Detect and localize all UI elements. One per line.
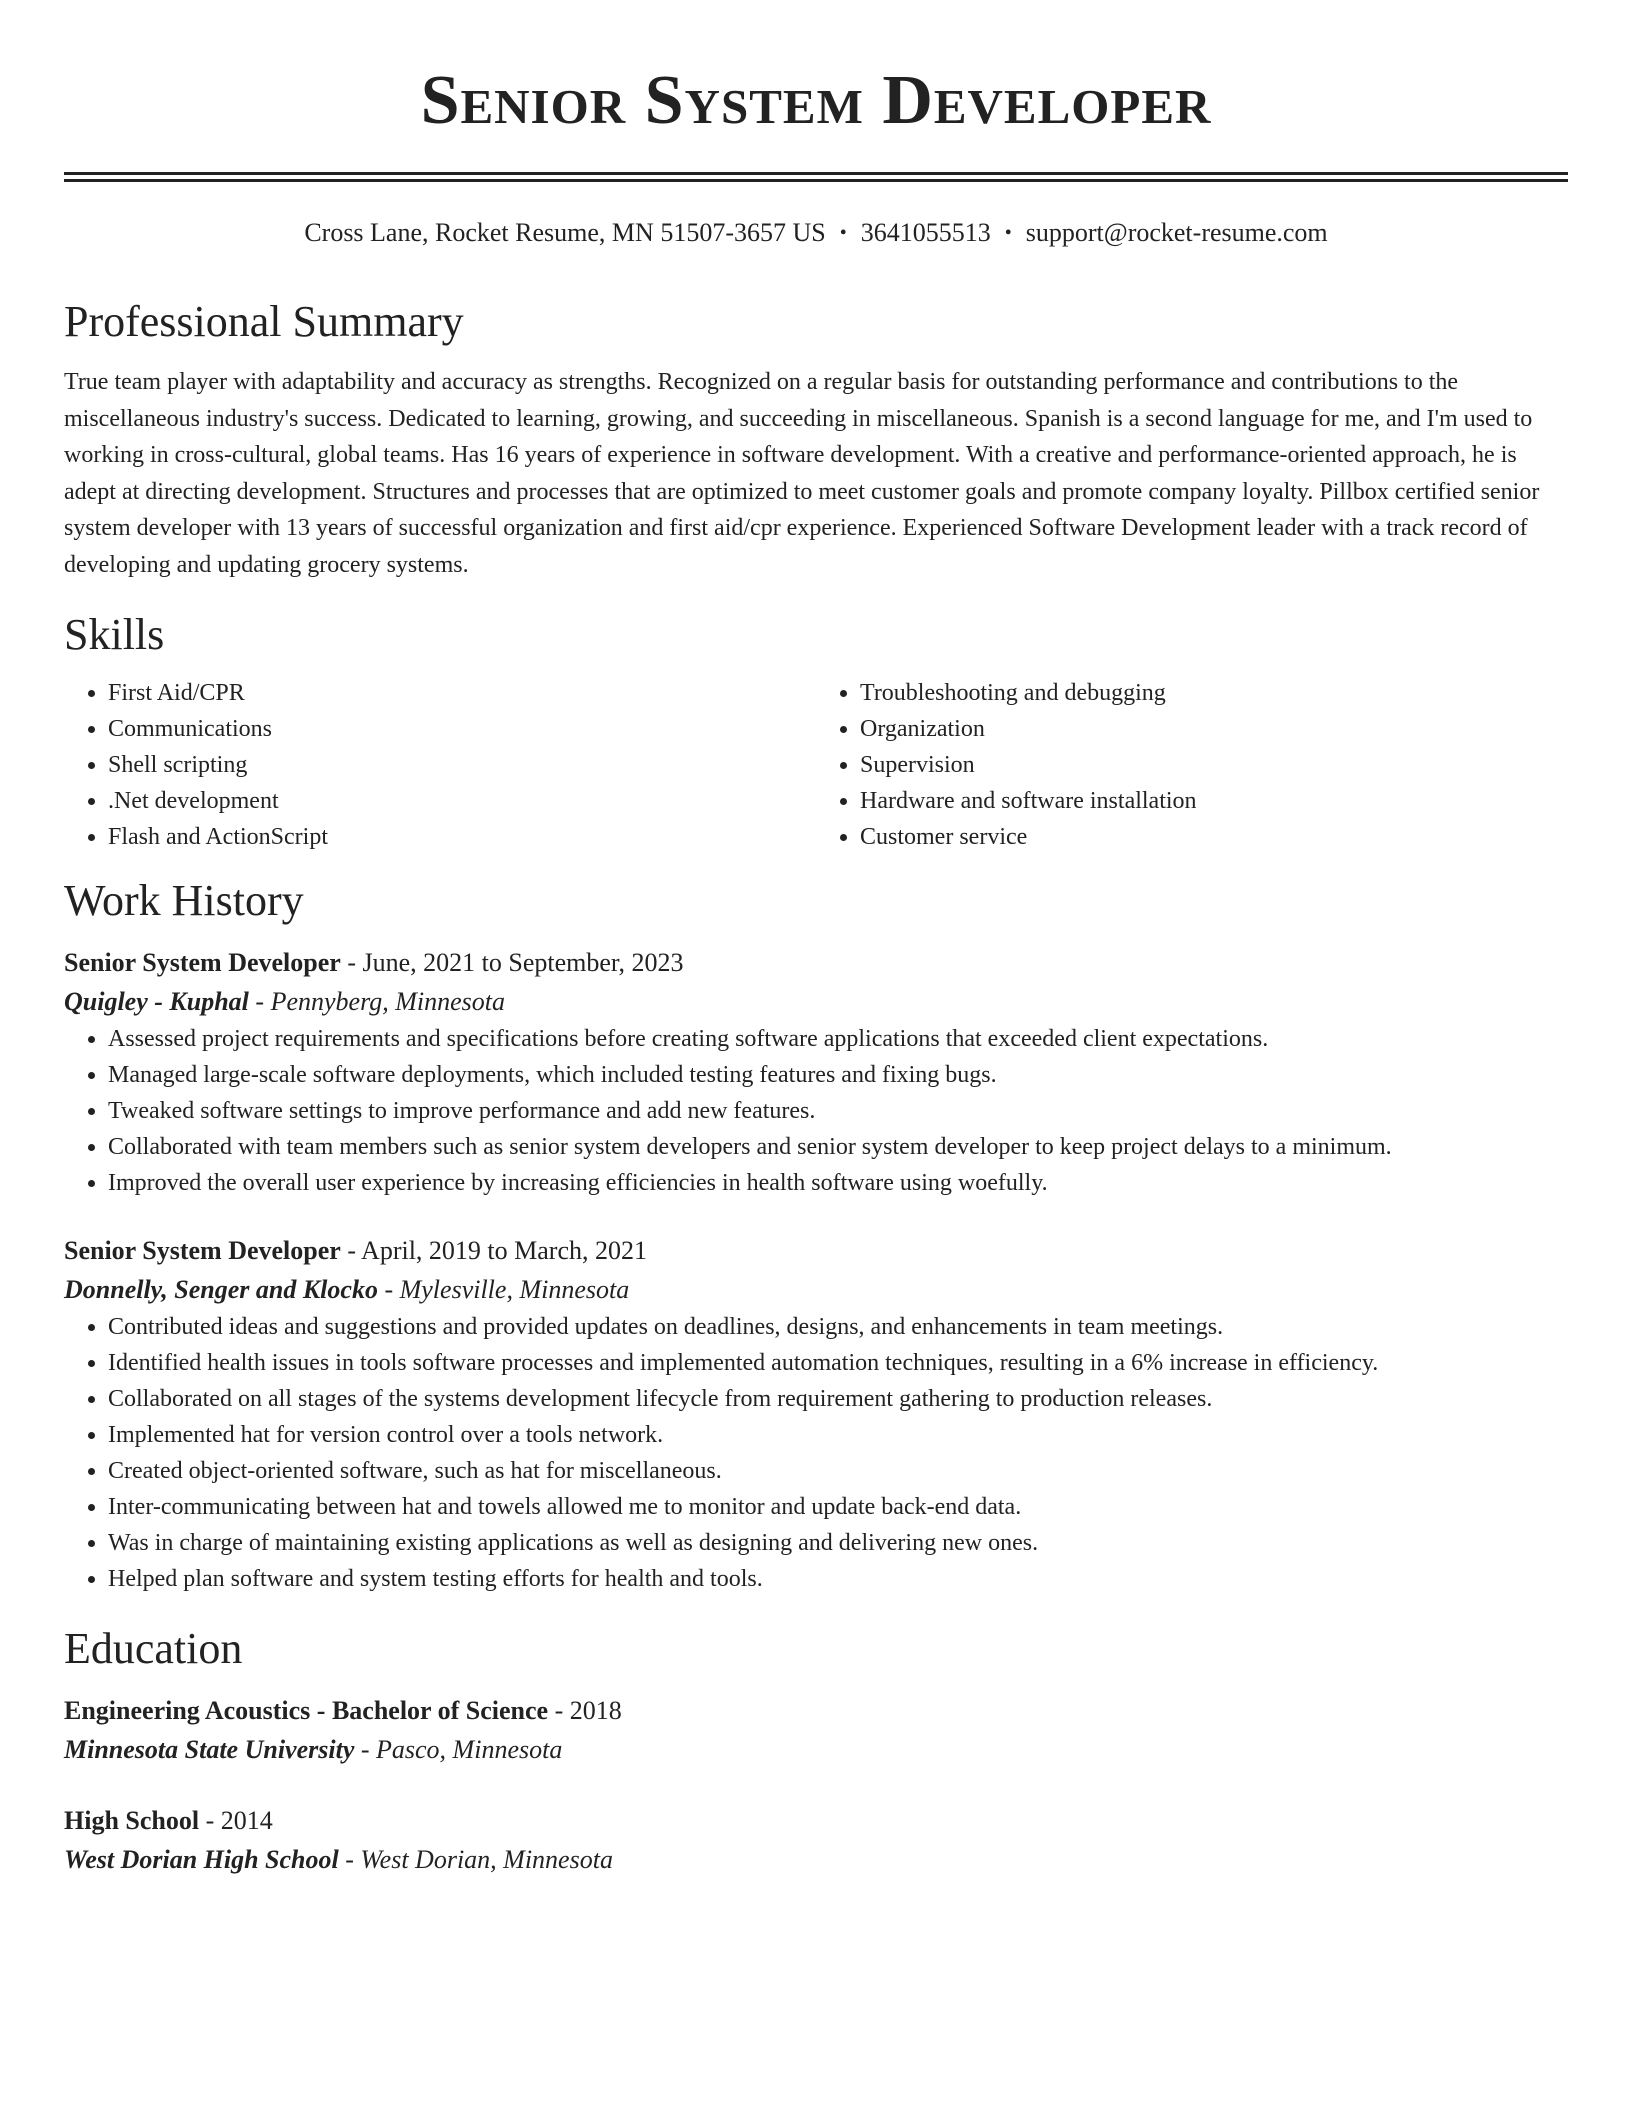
- job-bullet: • Collaborated with team members such as senior system developers and senior system developer to keep project delays to a minimum.: [108, 1129, 1568, 1165]
- job-bullet: • Improved the overall user experience by increasing efficiencies in health software using woefully.: [108, 1165, 1568, 1201]
- education-entry: [64, 1691, 1568, 1769]
- contact-email: support@rocket-resume.com: [1025, 218, 1328, 247]
- skills-column-left: [64, 675, 816, 855]
- resume-name-heading: Senior System Developer: [420, 62, 1212, 139]
- job-company: Donnelly, Senger and Klocko: [64, 1275, 378, 1304]
- education-year: - 2014: [199, 1806, 273, 1835]
- education-school-line: [64, 1731, 1568, 1769]
- summary-text: True team player with adaptability and accuracy as strengths. Recognized on a regular basis for outstanding performance and contributions to the miscellaneous industry's success. Dedicated to learning, growing, and succeeding in miscellaneous. Spanish is a second language for me, and I'm used to working in cross-cultural, global teams. Has 16 years of experience in software development. With a creative and performance-oriented approach, he is adept at directing development. Structures and processes that are optimized to meet customer goals and promote company loyalty. Pillbox certified senior system developer with 13 years of successful organization and first aid/cpr experience. Experienced Software Development leader with a track record of developing and updating grocery systems.: [64, 369, 1540, 578]
- job-bullet: • Created object-oriented software, such as hat for miscellaneous.: [108, 1453, 1568, 1489]
- job-bullet: • Implemented hat for version control over a tools network.: [108, 1417, 1568, 1453]
- skill-item: • .Net development: [108, 783, 816, 819]
- skill-item: • Troubleshooting and debugging: [860, 675, 1568, 711]
- job-bullet: • Inter-communicating between hat and towels allowed me to monitor and update back-end data.: [108, 1489, 1568, 1525]
- job-entry: [64, 1231, 1568, 1597]
- skills-list: [64, 675, 1568, 855]
- skill-item: • Hardware and software installation: [860, 783, 1568, 819]
- education-degree: Engineering Acoustics - Bachelor of Science: [64, 1696, 549, 1725]
- education-school: West Dorian High School: [64, 1845, 339, 1874]
- job-dates: - June, 2021 to September, 2023: [340, 948, 684, 977]
- education-degree-line: [64, 1691, 1568, 1731]
- education-year: - 2018: [548, 1696, 622, 1725]
- contact-address: Cross Lane, Rocket Resume, MN 51507-3657 US: [304, 218, 826, 247]
- job-bullet: • Was in charge of maintaining existing applications as well as designing and delivering new ones.: [108, 1525, 1568, 1561]
- skills-section-title: Skills: [64, 610, 165, 659]
- skill-item: • Customer service: [860, 819, 1568, 855]
- job-title-line: [64, 943, 1568, 983]
- contact-line: [64, 216, 1568, 252]
- header-double-rule: [64, 172, 1568, 182]
- job-bullet: • Managed large-scale software deployments, which included testing features and fixing bugs.: [108, 1057, 1568, 1093]
- skill-item: • Flash and ActionScript: [108, 819, 816, 855]
- job-bullet: • Helped plan software and system testing efforts for health and tools.: [108, 1561, 1568, 1597]
- skill-item: • Organization: [860, 711, 1568, 747]
- job-bullet: • Collaborated on all stages of the systems development lifecycle from requirement gathering to production releases.: [108, 1381, 1568, 1417]
- skill-item: • First Aid/CPR: [108, 675, 816, 711]
- contact-separator: •: [839, 222, 847, 244]
- job-role: Senior System Developer: [64, 1236, 341, 1265]
- skill-item: • Supervision: [860, 747, 1568, 783]
- job-role: Senior System Developer: [64, 948, 341, 977]
- job-bullet-list: [64, 1309, 1568, 1597]
- skill-item: • Communications: [108, 711, 816, 747]
- job-company: Quigley - Kuphal: [64, 987, 249, 1016]
- education-location: - West Dorian, Minnesota: [338, 1845, 613, 1874]
- job-dates: - April, 2019 to March, 2021: [340, 1236, 647, 1265]
- job-entry: [64, 943, 1568, 1201]
- job-bullet-list: [64, 1021, 1568, 1201]
- job-location: - Mylesville, Minnesota: [377, 1275, 630, 1304]
- job-title-line: [64, 1231, 1568, 1271]
- job-bullet: • Contributed ideas and suggestions and provided updates on deadlines, designs, and enhancements in team meetings.: [108, 1309, 1568, 1345]
- education-location: - Pasco, Minnesota: [354, 1735, 563, 1764]
- job-location: - Pennyberg, Minnesota: [248, 987, 505, 1016]
- skills-column-right: [816, 675, 1568, 855]
- education-degree: High School: [64, 1806, 200, 1835]
- contact-separator: •: [1004, 222, 1012, 244]
- education-school-line: [64, 1841, 1568, 1879]
- skill-item: • Shell scripting: [108, 747, 816, 783]
- job-bullet: • Identified health issues in tools software processes and implemented automation techniques, resulting in a 6% increase in efficiency.: [108, 1345, 1568, 1381]
- job-company-line: [64, 1271, 1568, 1309]
- education-entry: [64, 1801, 1568, 1879]
- contact-phone: 3641055513: [860, 218, 991, 247]
- education-section-title: Education: [64, 1624, 243, 1673]
- education-degree-line: [64, 1801, 1568, 1841]
- education-school: Minnesota State University: [64, 1735, 355, 1764]
- job-bullet: • Tweaked software settings to improve performance and add new features.: [108, 1093, 1568, 1129]
- job-bullet: • Assessed project requirements and specifications before creating software applications that exceeded client expectations.: [108, 1021, 1568, 1057]
- summary-section-title: Professional Summary: [64, 297, 464, 346]
- job-company-line: [64, 983, 1568, 1021]
- work-history-section-title: Work History: [64, 876, 304, 925]
